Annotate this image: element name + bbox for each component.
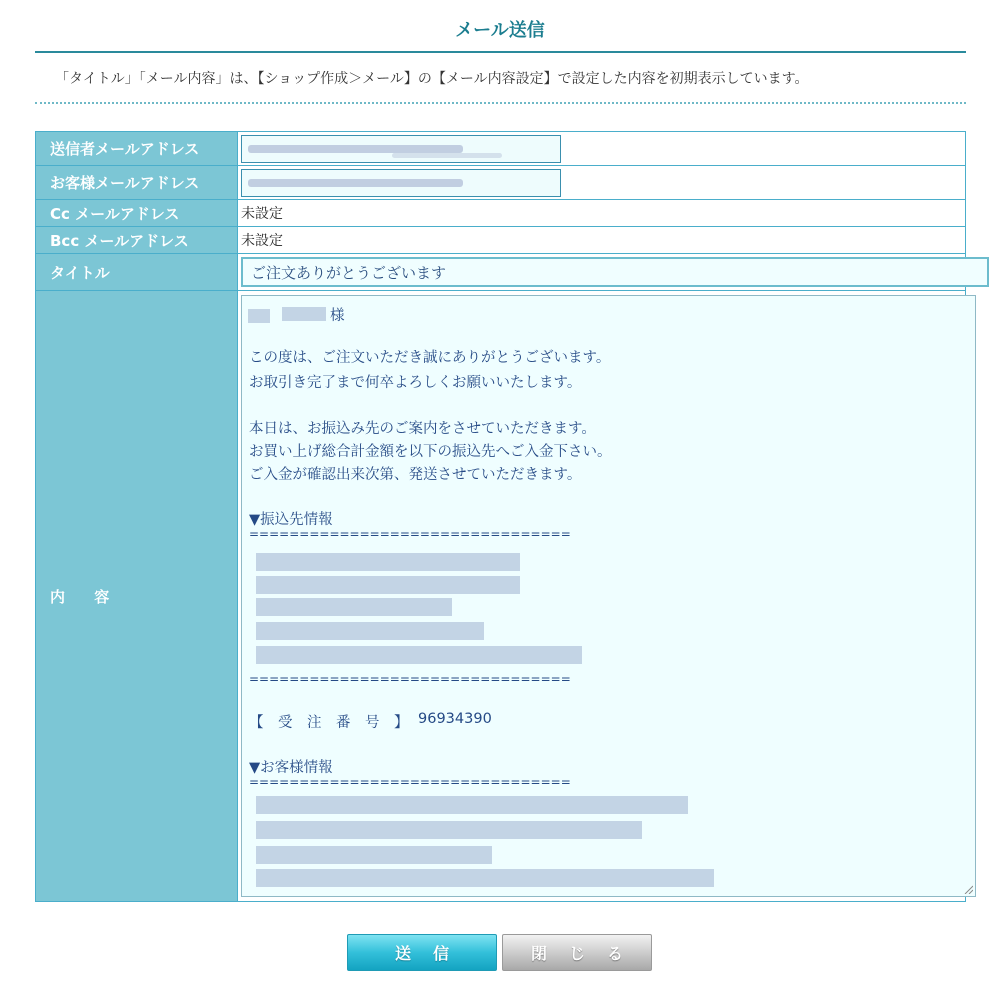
body-line-1: この度は、ご注文いただき誠にありがとうございます。 xyxy=(249,350,611,366)
close-button[interactable]: 閉じる xyxy=(502,934,652,971)
order-number-label: 【 受 注 番 号 】 xyxy=(249,715,409,731)
cc-row xyxy=(36,200,966,227)
separator-top: ================================ xyxy=(249,527,571,541)
cc-label: Cc メールアドレス xyxy=(36,200,238,227)
bcc-row xyxy=(36,227,966,254)
title-input[interactable] xyxy=(241,257,989,287)
sender-label: 送信者メールアドレス xyxy=(36,132,238,166)
sender-row xyxy=(36,132,966,166)
dotted-divider xyxy=(35,102,966,104)
bcc-value: 未設定 xyxy=(238,227,966,254)
resize-handle-icon[interactable] xyxy=(963,884,973,894)
body-line-5: ご入金が確認出来次第、発送させていただきます。 xyxy=(249,467,582,483)
title-label: タイトル xyxy=(36,254,238,291)
title-divider xyxy=(35,51,966,53)
title-row xyxy=(36,254,966,291)
body-line-2: お取引き完了まで何卒よろしくお願いいたします。 xyxy=(249,375,582,391)
body-line-4: お買い上げ総合計金額を以下の振込先へご入金下さい。 xyxy=(249,444,612,460)
customer-email-field[interactable] xyxy=(241,169,561,197)
customer-row xyxy=(36,166,966,200)
body-row xyxy=(36,291,966,902)
body-label: 内 容 xyxy=(36,291,238,902)
send-button[interactable]: 送信 xyxy=(347,934,497,971)
separator-bottom: ================================ xyxy=(249,672,571,686)
bcc-label: Bcc メールアドレス xyxy=(36,227,238,254)
bank-info-header: ▼振込先情報 xyxy=(249,512,333,528)
customer-info-header: ▼お客様情報 xyxy=(249,760,333,776)
salutation-suffix: 様 xyxy=(330,308,345,324)
body-line-3: 本日は、お振込み先のご案内をさせていただきます。 xyxy=(249,421,596,437)
customer-label: お客様メールアドレス xyxy=(36,166,238,200)
mail-form-table xyxy=(35,131,966,902)
order-number-value: 96934390 xyxy=(418,711,492,727)
sender-email-field[interactable] xyxy=(241,135,561,163)
page-title: メール送信 xyxy=(455,20,545,41)
notice-text: 「タイトル」「メール内容」は、【ショップ作成＞メール】の【メール内容設定】で設定した内容を初期表示しています。 xyxy=(55,71,809,87)
cc-value: 未設定 xyxy=(238,200,966,227)
separator-customer: ================================ xyxy=(249,775,571,789)
body-textarea[interactable] xyxy=(241,295,976,897)
